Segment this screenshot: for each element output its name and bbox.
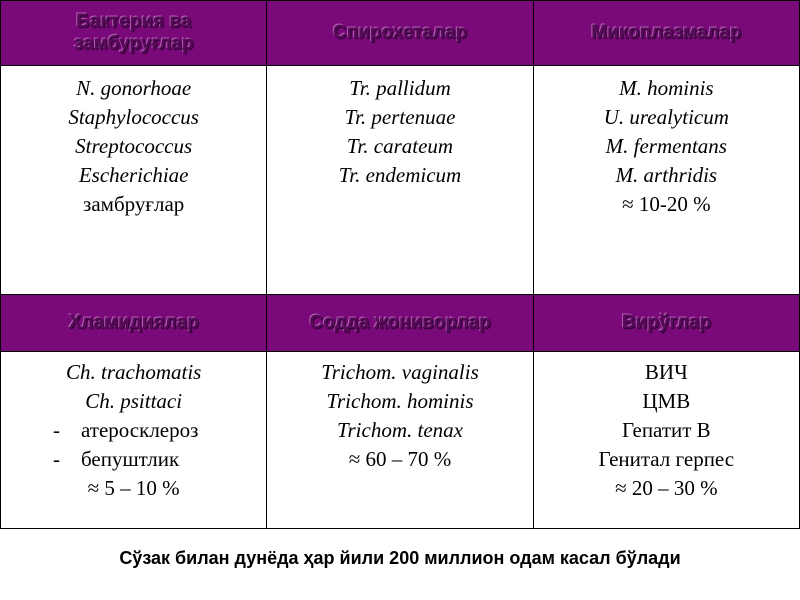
list-item: M. arthridis [615,163,718,187]
dash-bullet: - [53,418,60,442]
bullet-item [1,416,266,445]
header-label: Спирохеталар [332,22,468,43]
list-item: Staphylococcus [68,105,199,129]
list-item: Гепатит В [621,418,711,442]
list-item: U. urealyticum [603,105,729,129]
list-item: Trichom. hominis [326,389,474,413]
bullet-text: атеросклероз [81,418,199,442]
list-item: Trichom. vaginalis [321,360,479,384]
percentage-value: ≈ 5 – 10 % [87,476,180,500]
list-item: M. hominis [619,76,714,100]
list-item: замбруғлар [83,192,185,216]
header-chlamydia [1,295,267,352]
list-item: ВИЧ [644,360,688,384]
cell-chlamydia [1,352,267,529]
cell-spirochetes [267,66,533,295]
percentage-value: ≈ 60 – 70 % [348,447,452,471]
list-item: Streptococcus [75,134,193,158]
header-protozoa [267,295,533,352]
bullet-text: бепуштлик [81,447,180,471]
header-viruses [533,295,799,352]
cell-viruses [533,352,799,529]
cell-protozoa [267,352,533,529]
cell-mycoplasmas [533,66,799,295]
header-bacteria-fungi [1,1,267,66]
list-item: Escherichiae [78,163,189,187]
list-item: ЦМВ [642,389,691,413]
header-mycoplasmas [533,1,799,66]
header-label: Содда жониворлар [309,312,491,333]
header-label: Микоплазмалар [591,22,742,43]
list-item: Ch. psittaci [85,389,183,413]
list-item: Trichom. tenax [336,418,463,442]
header-label: Бактерия ва замбуруғлар [73,11,194,54]
percentage-value: ≈ 20 – 30 % [615,476,718,500]
list-item: Генитал герпес [598,447,735,471]
footer-caption: Сўзак билан дунёда ҳар йили 200 миллион одам касал бўлади [119,548,681,568]
list-item: Tr. carateum [346,134,454,158]
list-item: M. fermentans [605,134,727,158]
list-item: Tr. pallidum [349,76,451,100]
dash-bullet: - [53,447,60,471]
list-item: Tr. endemicum [338,163,462,187]
header-label: Вирўглар [621,312,711,333]
header-label: Хламидиялар [68,312,199,333]
cell-bacteria-fungi [1,66,267,295]
list-item: Tr. pertenuae [344,105,456,129]
list-item: Ch. trachomatis [65,360,202,384]
bullet-item [1,445,266,474]
header-spirochetes [267,1,533,66]
percentage-value: ≈ 10-20 % [622,192,711,216]
list-item: N. gonorhoae [76,76,192,100]
